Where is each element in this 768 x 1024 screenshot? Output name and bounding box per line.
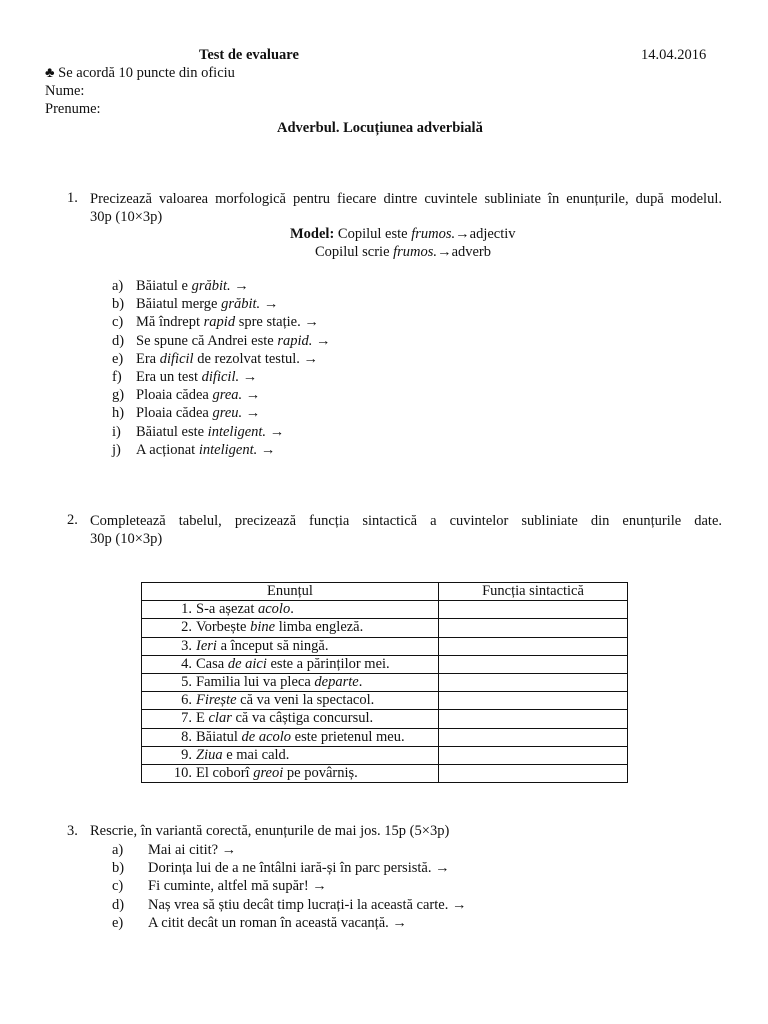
q1-items: [112, 277, 331, 459]
table-row: 3. Ieri a început să ningă.: [142, 637, 628, 655]
column-header-function: Funcția sintactică: [439, 583, 628, 601]
table-row: 10. El coborî greoi pe povârniș.: [142, 764, 628, 782]
table-row: 9. Ziua e mai cald.: [142, 746, 628, 764]
name-label: Nume:: [45, 83, 85, 99]
table-row: 1. S-a așezat acolo.: [142, 601, 628, 619]
list-item: d) Se spune că Andrei este rapid. →: [112, 332, 331, 349]
bonus-points-note: ♣ Se acordă 10 puncte din oficiu: [45, 65, 235, 81]
table-row: 8. Băiatul de acolo este prietenul meu.: [142, 728, 628, 746]
list-item: e) A citit decât un roman în această vacanță. →: [112, 914, 407, 931]
table-row: 5. Familia lui va pleca departe.: [142, 673, 628, 691]
test-date: 14.04.2016: [641, 47, 707, 63]
table-row: 7. E clar că va câștiga concursul.: [142, 710, 628, 728]
answer-cell[interactable]: [439, 746, 628, 764]
list-item: b) Dorința lui de a ne întâlni iară-și în parc persistă. →: [112, 860, 450, 877]
list-item: f) Era un test dificil. →: [112, 369, 258, 386]
list-item: a) Băiatul e grăbit. →: [112, 278, 249, 294]
q2-text-line2: 30p (10×3p): [90, 531, 163, 547]
answer-cell[interactable]: [439, 637, 628, 655]
surname-label: Prenume:: [45, 101, 101, 117]
q1-number: 1.: [67, 190, 78, 206]
list-item: a) Mai ai citit? →: [112, 842, 237, 858]
q3-items: [112, 841, 466, 932]
list-item: h) Ploaia cădea greu. →: [112, 405, 261, 422]
table-row: 4. Casa de aici este a părinților mei.: [142, 655, 628, 673]
q2-text-line1: Completează tabelul, precizează funcția sintactică a cuvintelor subliniate din enunțurile date.: [90, 513, 722, 529]
subtitle: Adverbul. Locuțiunea adverbială: [277, 120, 483, 136]
list-item: j) A acționat inteligent. →: [112, 441, 276, 458]
q2-number: 2.: [67, 512, 78, 528]
q1-text-line1: Precizează valoarea morfologică pentru fiecare dintre cuvintele subliniate în enunțurile, după modelul.: [90, 191, 722, 207]
q3-number: 3.: [67, 823, 78, 839]
list-item: c) Fi cuminte, altfel mă supăr! →: [112, 878, 327, 895]
table-row: 2. Vorbește bine limba engleză.: [142, 619, 628, 637]
q1-text: [90, 190, 722, 226]
q1-text-line2: 30p (10×3p): [90, 209, 163, 225]
table-header-row: [142, 583, 628, 601]
model-line-2: Copilul scrie frumos.→adverb: [315, 244, 492, 260]
syntax-table: [141, 582, 628, 783]
list-item: i) Băiatul este inteligent. →: [112, 423, 285, 440]
list-item: c) Mă îndrept rapid spre stație. →: [112, 314, 319, 331]
table-row: 6. Firește că va veni la spectacol.: [142, 692, 628, 710]
list-item: d) Naș vrea să știu decât timp lucrați-i la această carte. →: [112, 896, 467, 913]
answer-cell[interactable]: [439, 601, 628, 619]
model-label: Model:: [290, 226, 335, 242]
answer-cell[interactable]: [439, 692, 628, 710]
list-item: e) Era dificil de rezolvat testul. →: [112, 350, 319, 367]
model-line-1: Model: Copilul este frumos.→adjectiv: [290, 226, 516, 242]
list-item: b) Băiatul merge grăbit. →: [112, 296, 279, 313]
answer-cell[interactable]: [439, 655, 628, 673]
q3-text: Rescrie, în variantă corectă, enunțurile de mai jos. 15p (5×3p): [90, 823, 450, 839]
answer-cell[interactable]: [439, 728, 628, 746]
answer-cell[interactable]: [439, 673, 628, 691]
q2-text: [90, 512, 722, 548]
answer-cell[interactable]: [439, 710, 628, 728]
test-title: Test de evaluare: [199, 47, 299, 63]
column-header-sentence: Enunțul: [142, 583, 439, 601]
answer-cell[interactable]: [439, 619, 628, 637]
answer-cell[interactable]: [439, 764, 628, 782]
list-item: g) Ploaia cădea grea. →: [112, 387, 261, 404]
